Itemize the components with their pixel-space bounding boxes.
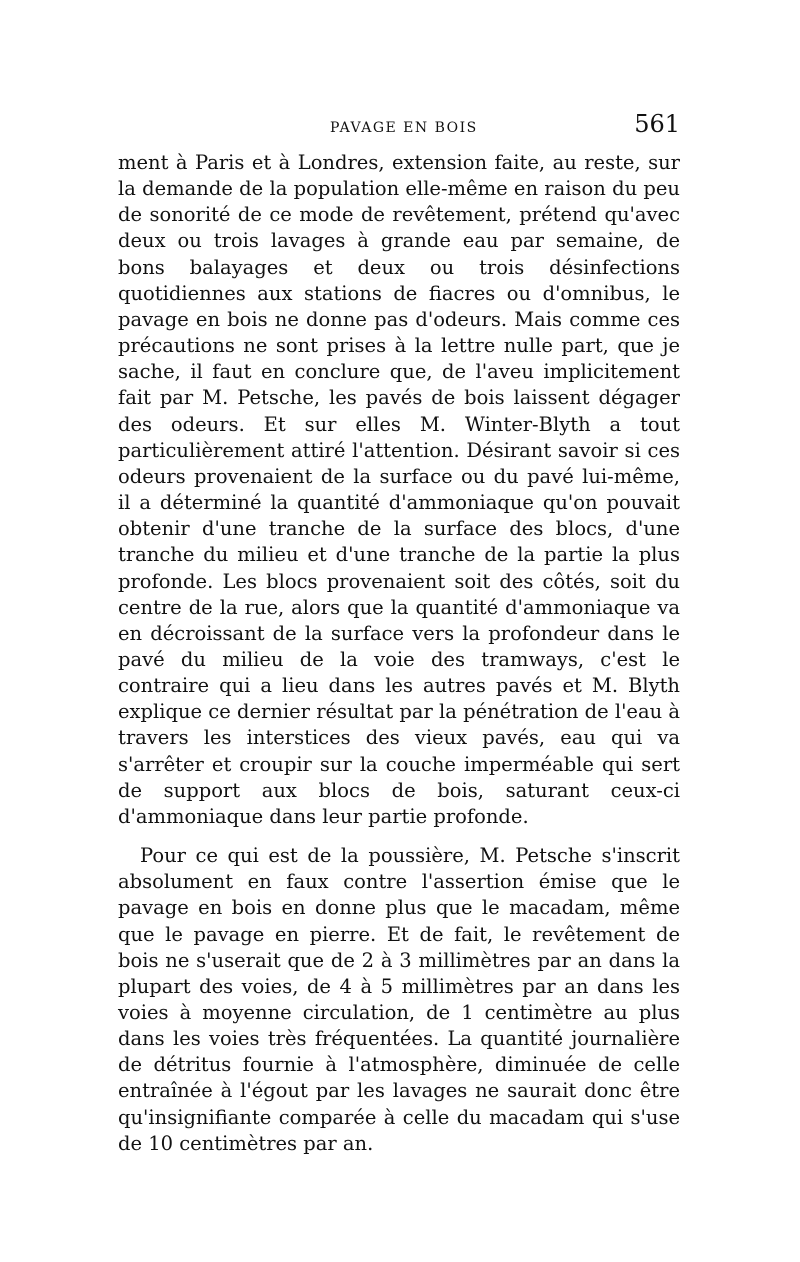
running-title: PAVAGE EN BOIS (330, 120, 478, 136)
page-number: 561 (634, 110, 680, 138)
body-text (118, 150, 680, 1157)
paragraph-dust: Pour ce qui est de la poussière, M. Petsche s'inscrit absolument en faux contre l'assertion émise que le pavage en bois en donne plus que le macadam, même que le pavage en pierre. Et de fait, le revêtement de bois ne s'userait que de 2 à 3 millimètres par an dans la plupart des voies, de 4 à 5 millimètres par an dans les voies à moyenne circulation, de 1 centimètre au plus dans les voies très fréquentées. La quantité journalière de détritus fournie à l'atmosphère, diminuée de celle entraînée à l'égout par les lavages ne saurait donc être qu'insignifiante comparée à celle du macadam qui s'use de 10 centimètres par an. (118, 844, 680, 1155)
paragraph-continuation: ment à Paris et à Londres, extension faite, au reste, sur la demande de la population elle-même en raison du peu de sonorité de ce mode de revêtement, prétend qu'avec deux ou trois lavages à grande eau par semaine, de bons balayages et deux ou trois désinfections quotidiennes aux stations de fiacres ou d'omnibus, le pavage en bois ne donne pas d'odeurs. Mais comme ces précautions ne sont prises à la lettre nulle part, que je sache, il faut en conclure que, de l'aveu implicitement fait par M. Petsche, les pavés de bois laissent dégager des odeurs. Et sur elles M. Winter-Blyth a tout particulièrement attiré l'attention. Désirant savoir si ces odeurs provenaient de la surface ou du pavé lui-même, il a déterminé la quantité d'ammoniaque qu'on pouvait obtenir d'une tranche de la surface des blocs, d'une tranche du milieu et d'une tranche de la partie la plus profonde. Les blocs provenaient soit des côtés, soit du centre de la rue, alors que la quantité d'ammoniaque va en décroissant de la surface vers la profondeur dans le pavé du milieu de la voie des tramways, c'est le contraire qui a lieu dans les autres pavés et M. Blyth explique ce dernier résultat par la pénétration de l'eau à travers les interstices des vieux pavés, eau qui va s'arrêter et croupir sur la couche imperméable qui sert de support aux blocs de bois, saturant ceux-ci d'ammoniaque dans leur partie profonde. (118, 151, 680, 828)
running-header (118, 110, 680, 146)
